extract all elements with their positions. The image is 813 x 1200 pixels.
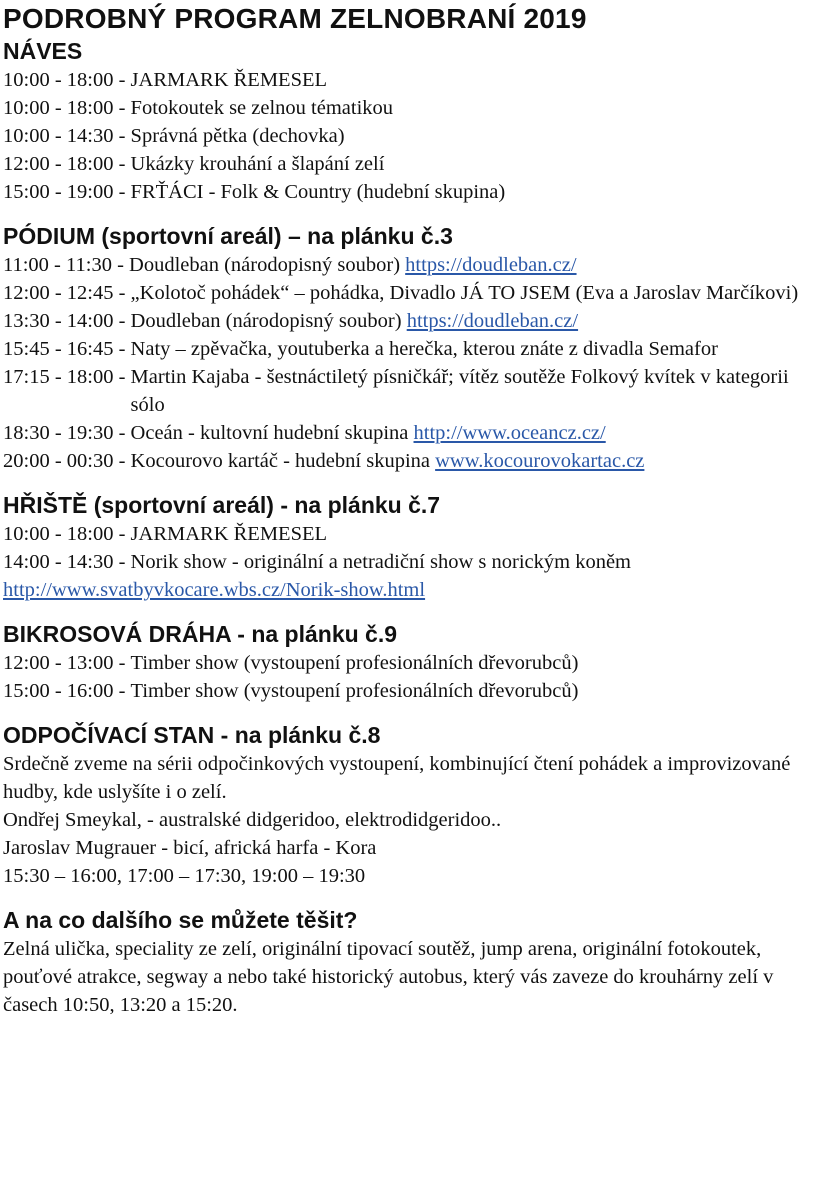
performer-line: Ondřej Smeykal, - australské didgeridoo, elektrodidgeridoo.. — [3, 809, 502, 831]
stan-times: 15:30 – 16:00, 17:00 – 17:30, 19:00 – 19:30 — [3, 865, 366, 887]
entry-time: 13:30 - 14:00 - — [3, 310, 131, 332]
entry-link[interactable]: http://www.oceancz.cz/ — [413, 422, 606, 444]
stan-intro: Srdečně zveme na sérii odpočinkových vystoupení, kombinující čtení pohádek a improvizované hudby, kde uslyšíte i o zelí. — [3, 753, 791, 803]
entry-description — [131, 307, 811, 335]
entry-time: 10:00 - 18:00 - — [3, 97, 131, 119]
entry-text: FRŤÁCI - Folk & Country (hudební skupina) — [130, 181, 506, 203]
schedule-entry — [3, 307, 811, 335]
page-title: PODROBNÝ PROGRAM ZELNOBRANÍ 2019 — [3, 3, 587, 34]
entry-time: 18:30 - 19:30 - — [3, 422, 131, 444]
entry-description — [131, 94, 811, 122]
entry-description — [131, 122, 811, 150]
entry-description — [131, 447, 811, 475]
entry-text: JARMARK ŘEMESEL — [130, 69, 328, 91]
section-naves — [3, 36, 811, 206]
entry-text: JARMARK ŘEMESEL — [130, 523, 328, 545]
section-heading: NÁVES — [3, 38, 83, 64]
section-heading: ODPOČÍVACÍ STAN - na plánku č.8 — [3, 722, 381, 748]
schedule-list — [3, 649, 811, 705]
schedule-list — [3, 251, 811, 475]
schedule-entry — [3, 178, 811, 206]
entry-time: 20:00 - 00:30 - — [3, 450, 131, 472]
entry-description — [131, 363, 811, 419]
entry-text: Správná pětka (dechovka) — [130, 125, 345, 147]
entry-description — [131, 150, 811, 178]
entry-time: 10:00 - 18:00 - — [3, 523, 131, 545]
entry-link[interactable]: www.kocourovokartac.cz — [435, 450, 645, 472]
entry-description — [131, 66, 811, 94]
entry-text: Doudleban (národopisný soubor) — [130, 310, 407, 332]
entry-description — [131, 419, 811, 447]
entry-time: 15:45 - 16:45 - — [3, 338, 131, 360]
entry-description — [131, 335, 811, 363]
entry-time: 17:15 - 18:00 - — [3, 366, 131, 388]
schedule-entry — [3, 447, 811, 475]
entry-text: Naty – zpěvačka, youtuberka a herečka, kterou znáte z divadla Semafor — [130, 338, 718, 360]
schedule-entry — [3, 520, 811, 548]
section-heading: HŘIŠTĚ (sportovní areál) - na plánku č.7 — [3, 492, 441, 518]
section-bikros — [3, 619, 811, 705]
section-heading: A na co dalšího se můžete těšit? — [3, 907, 358, 933]
entry-description — [129, 251, 811, 279]
schedule-entry — [3, 335, 811, 363]
schedule-entry — [3, 66, 811, 94]
entry-text: „Kolotoč pohádek“ – pohádka, Divadlo JÁ TO JSEM (Eva a Jaroslav Marčíkovi) — [130, 282, 799, 304]
schedule-entry — [3, 94, 811, 122]
schedule-entry — [3, 677, 811, 705]
entry-time: 15:00 - 19:00 - — [3, 181, 131, 203]
section-stan — [3, 720, 811, 890]
entry-time: 12:00 - 12:45 - — [3, 282, 131, 304]
entry-text: Doudleban (národopisný soubor) — [129, 254, 406, 276]
entry-description — [131, 178, 811, 206]
schedule-list — [3, 66, 811, 206]
entry-time: 14:00 - 14:30 - — [3, 551, 131, 573]
entry-description — [131, 279, 811, 307]
schedule-entry — [3, 122, 811, 150]
entry-description — [131, 649, 811, 677]
schedule-entry — [3, 363, 811, 419]
entry-text: Martin Kajaba - šestnáctiletý písničkář; vítěz soutěže Folkový kvítek v kategorii sólo — [130, 366, 789, 416]
schedule-entry — [3, 419, 811, 447]
entry-time: 12:00 - 18:00 - — [3, 153, 131, 175]
schedule-list — [3, 520, 811, 576]
entry-text: Fotokoutek se zelnou tématikou — [130, 97, 394, 119]
entry-text: Timber show (vystoupení profesionálních dřevorubců) — [130, 680, 579, 702]
entry-text: Timber show (vystoupení profesionálních dřevorubců) — [130, 652, 579, 674]
entry-time: 10:00 - 18:00 - — [3, 69, 131, 91]
schedule-entry — [3, 279, 811, 307]
schedule-entry — [3, 251, 811, 279]
section-podium — [3, 221, 811, 475]
section-heading: PÓDIUM (sportovní areál) – na plánku č.3 — [3, 223, 453, 249]
entry-text: Ukázky krouhání a šlapání zelí — [130, 153, 385, 175]
entry-time: 11:00 - 11:30 - — [3, 254, 130, 276]
norik-show-link[interactable]: http://www.svatbyvkocare.wbs.cz/Norik-show.html — [3, 579, 426, 601]
entry-text: Norik show - originální a netradiční show s norickým koněm — [130, 551, 631, 573]
entry-description — [131, 677, 811, 705]
entry-time: 12:00 - 13:00 - — [3, 652, 131, 674]
entry-link[interactable]: https://doudleban.cz/ — [406, 310, 579, 332]
entry-description — [131, 520, 811, 548]
section-dalsi — [3, 905, 811, 1019]
entry-time: 15:00 - 16:00 - — [3, 680, 131, 702]
program-document — [3, 0, 811, 1019]
entry-text: Kocourovo kartáč - hudební skupina — [130, 450, 436, 472]
entry-link[interactable]: https://doudleban.cz/ — [405, 254, 577, 276]
dalsi-text: Zelná ulička, speciality ze zelí, originální tipovací soutěž, jump arena, originální fotokoutek, pouťové atrakce, segway a nebo také historický autobus, který vás zaveze do krouhárny zelí v časech 10:50, 13:20 a 15:20. — [3, 938, 774, 1016]
performer-line: Jaroslav Mugrauer - bicí, africká harfa - Kora — [3, 837, 377, 859]
section-heading: BIKROSOVÁ DRÁHA - na plánku č.9 — [3, 621, 398, 647]
entry-time: 10:00 - 14:30 - — [3, 125, 131, 147]
section-hriste — [3, 490, 811, 604]
schedule-entry — [3, 150, 811, 178]
schedule-entry — [3, 548, 811, 576]
entry-description — [131, 548, 811, 576]
entry-text: Oceán - kultovní hudební skupina — [130, 422, 414, 444]
schedule-entry — [3, 649, 811, 677]
